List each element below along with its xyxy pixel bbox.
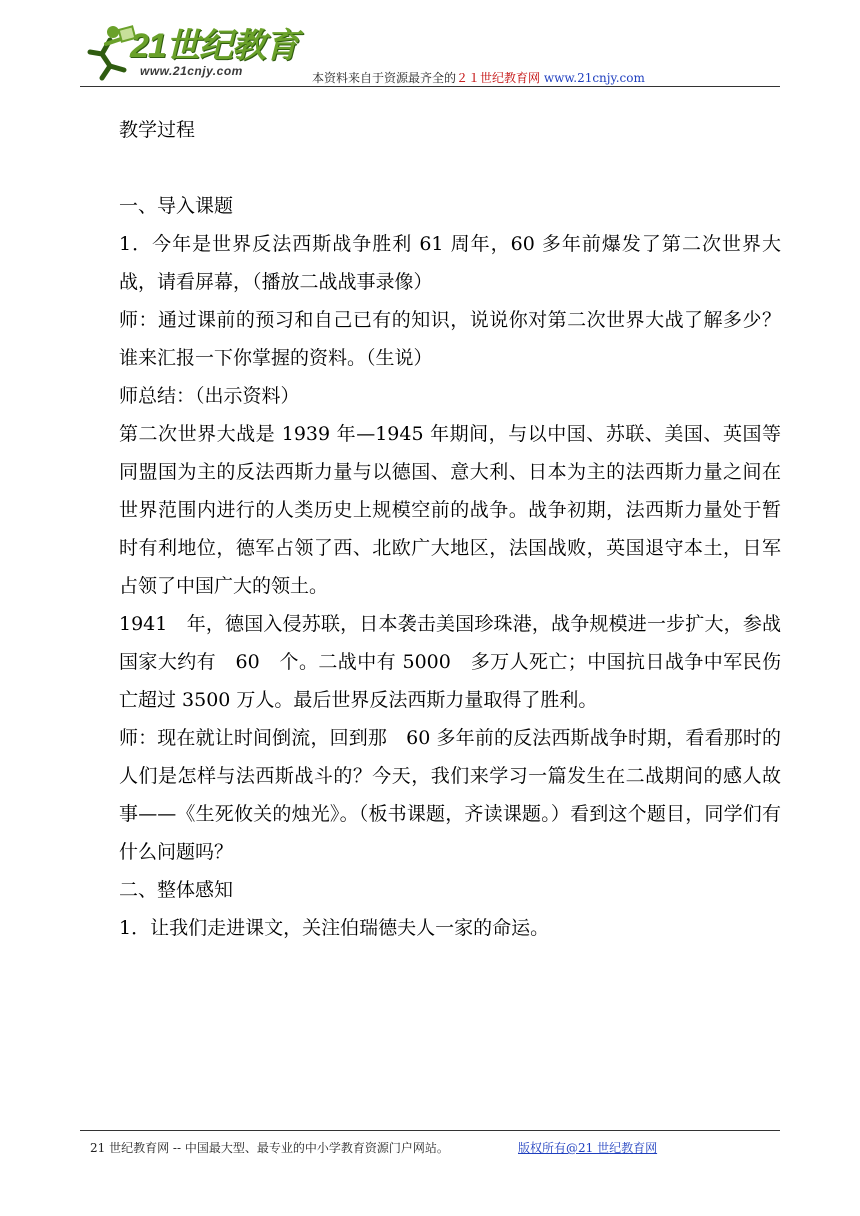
section-heading-2: 二、整体感知 xyxy=(119,879,234,901)
header-note-brand: ２１世纪教育网 xyxy=(456,71,541,85)
page-footer xyxy=(90,1139,780,1156)
paragraph-1: 1．今年是世界反法西斯战争胜利 61 周年，60 多年前爆发了第二次世界大战，请看屏幕，（播放二战战事录像） xyxy=(119,233,781,293)
spacer xyxy=(119,149,781,187)
logo-text: 21世纪教育 xyxy=(130,27,298,65)
footer-text: 21 世纪教育网 -- 中国最大型、最专业的中小学教育资源门户网站。 xyxy=(90,1141,449,1155)
paragraph-3: 师总结：（出示资料） xyxy=(119,385,300,407)
page-header xyxy=(80,22,780,88)
header-note xyxy=(312,69,645,86)
footer-divider xyxy=(80,1130,780,1131)
logo-url: www.21cnjy.com xyxy=(140,64,243,78)
paragraph-7: 1．让我们走进课文，关注伯瑞德夫人一家的命运。 xyxy=(119,917,550,939)
document-title: 教学过程 xyxy=(119,119,196,141)
header-note-url[interactable]: www.21cnjy.com xyxy=(543,71,645,85)
copyright-link[interactable]: 版权所有@21 世纪教育网 xyxy=(518,1141,658,1155)
section-heading-1: 一、导入课题 xyxy=(119,195,234,217)
site-logo[interactable] xyxy=(80,22,300,84)
paragraph-4: 第二次世界大战是 1939 年—1945 年期间，与以中国、苏联、美国、英国等同盟国为主的反法西斯力量与以德国、意大利、日本为主的法西斯力量之间在世界范围内进行的人类历史上规模空前的战争。战争初期，法西斯力量处于暂时有利地位，德军占领了西、北欧广大地区，法国战败，英国退守本土，日军占领了中国广大的领土。 xyxy=(119,423,781,597)
document-body xyxy=(119,111,781,947)
paragraph-5: 1941 年，德国入侵苏联，日本袭击美国珍珠港，战争规模进一步扩大，参战国家大约有 60 个。二战中有 5000 多万人死亡；中国抗日战争中军民伤亡超过 3500 万人。最后世界反法西斯力量取得了胜利。 xyxy=(119,613,781,711)
header-note-prefix: 本资料来自于资源最齐全的 xyxy=(312,71,457,85)
paragraph-2: 师：通过课前的预习和自己已有的知识，说说你对第二次世界大战了解多少？谁来汇报一下你掌握的资料。（生说） xyxy=(119,309,781,369)
paragraph-6: 师：现在就让时间倒流，回到那 60 多年前的反法西斯战争时期，看看那时的人们是怎样与法西斯战斗的？今天，我们来学习一篇发生在二战期间的感人故事——《生死攸关的烛光》。（板书课题，齐读课题。）看到这个题目，同学们有什么问题吗？ xyxy=(119,727,781,863)
header-divider xyxy=(80,86,780,87)
